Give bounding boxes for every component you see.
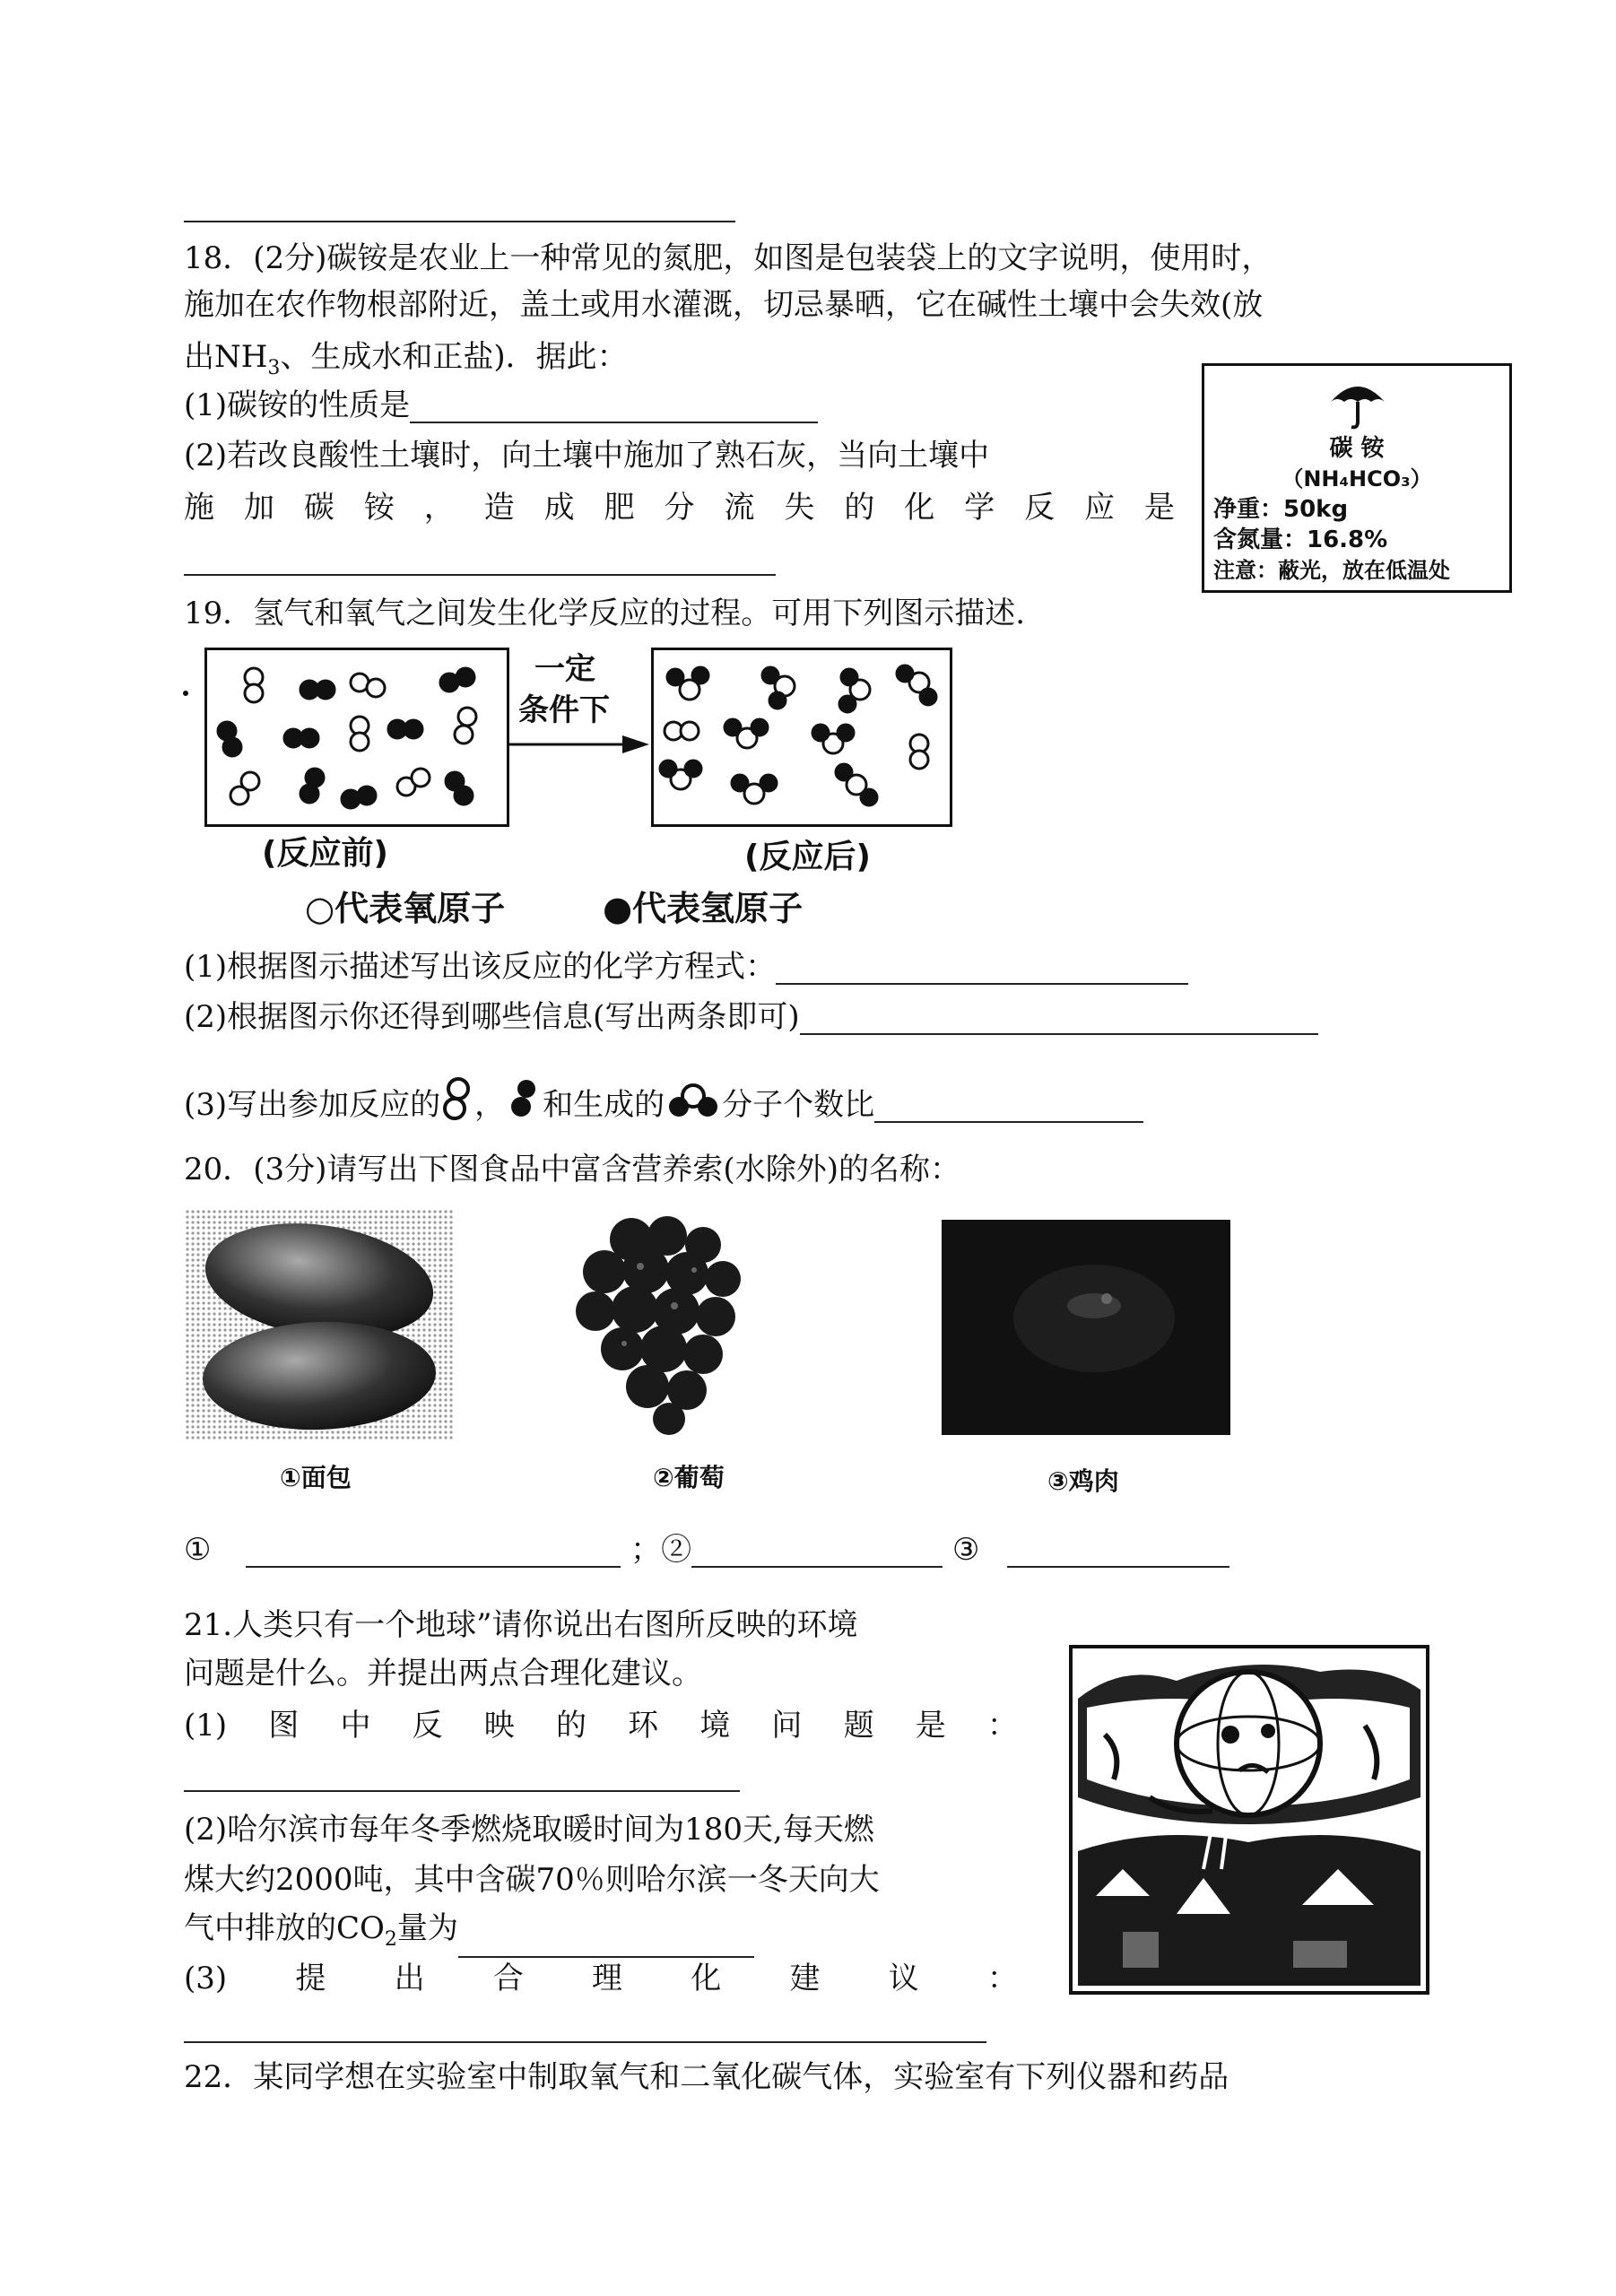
label-nitrogen: 含氮量：16.8% [1213, 526, 1388, 553]
q21-line2: 问题是什么。并提出两点合理化建议。 [184, 1656, 702, 1692]
q21-part3: (3) 提 出 合 理 化 建 议 ： [184, 1961, 1018, 1996]
bread-caption: ①面包 [280, 1463, 352, 1492]
label-product-name: 碳 铵 [1329, 435, 1385, 462]
q21-answer3-blank[interactable] [184, 2041, 986, 2043]
q21-answer2-blank[interactable] [458, 1929, 754, 1958]
q18-part1: (1)碳铵的性质是 [184, 387, 818, 423]
umbrella-icon [1326, 375, 1389, 430]
arrow-icon [509, 734, 653, 755]
q21-part1: (1) 图 中 反 映 的 环 境 问 题 是 ： [184, 1708, 1018, 1744]
q20-answer3-blank[interactable] [1007, 1539, 1229, 1568]
chicken-image [942, 1220, 1230, 1435]
q18-part2: (2)若改良酸性土壤时，向土壤中施加了熟石灰，当向土壤中 [184, 438, 990, 474]
q19-part3: (3)写出参加反应的 ， 和生成的 分子个数比 [184, 1076, 1143, 1123]
q21-part2-line3: 气中排放的$CO_2$量为 [184, 1910, 754, 1958]
grapes-image [569, 1213, 757, 1437]
q19-stem: 19．氢气和氧气之间发生化学反应的过程。可用下列图示描述. [184, 596, 1026, 631]
top-answer-line [184, 221, 735, 222]
condition-label-1: 一定 [534, 651, 595, 687]
after-caption: (反应后) [744, 839, 871, 875]
polluted-earth-cartoon [1069, 1645, 1429, 1995]
water-molecule-icon [666, 1082, 720, 1123]
stray-dot [183, 691, 188, 696]
q21-answer1-blank[interactable] [184, 1790, 740, 1792]
after-molecules [654, 650, 950, 824]
before-caption: (反应前) [262, 835, 388, 872]
label-note: 注意：蔽光，放在低温处 [1213, 558, 1450, 583]
q19-answer2-blank[interactable] [800, 1006, 1318, 1035]
q18-line2: 施加在农作物根部附近，盖土或用水灌溉，切忌暴晒，它在碱性土壤中会失效(放 [184, 287, 1264, 323]
q18-line3: 出$NH_3$、生成水和正盐)．据此： [184, 339, 628, 379]
legend-oxygen: ○代表氧原子 [305, 889, 506, 928]
q19-answer1-blank[interactable] [776, 956, 1188, 985]
q20-answer2-blank[interactable] [691, 1539, 943, 1568]
q19-answer3-blank[interactable] [874, 1094, 1143, 1123]
label-net-weight: 净重：50kg [1213, 496, 1349, 523]
before-molecules [207, 650, 507, 824]
hydrogen-molecule-icon [508, 1076, 539, 1123]
reaction-after-box [651, 648, 952, 827]
oxygen-molecule-icon [442, 1076, 473, 1123]
q18-answer1-blank[interactable] [410, 395, 818, 423]
q20-stem: 20．(3分)请写出下图食品中富含营养索(水除外)的名称： [184, 1152, 960, 1187]
q21-line1: 21.人类只有一个地球”请你说出右图所反映的环境 [184, 1607, 858, 1643]
q21-part2-line1: (2)哈尔滨市每年冬季燃烧取暖时间为180天,每天燃 [184, 1812, 874, 1848]
condition-label-2: 条件下 [518, 692, 610, 728]
q19-part1: (1)根据图示描述写出该反应的化学方程式： [184, 949, 1188, 985]
label-formula: （NH₄HCO₃） [1282, 466, 1432, 491]
legend-hydrogen: ●代表氢原子 [603, 889, 804, 928]
q20-answer1-blank[interactable] [246, 1539, 621, 1568]
bread-image [185, 1209, 454, 1440]
q18-line1: 18．(2分)碳铵是农业上一种常见的氮肥，如图是包装袋上的文字说明，使用时， [184, 240, 1273, 276]
q21-part2-line2: 煤大约2000吨，其中含碳70％则哈尔滨一冬天向大 [184, 1862, 880, 1898]
q18-part2-cont: 施 加 碳 铵 ， 造 成 肥 分 流 失 的 化 学 反 应 是 [184, 490, 1175, 526]
grapes-caption: ②葡萄 [653, 1463, 725, 1492]
q19-part2: (2)根据图示你还得到哪些信息(写出两条即可) [184, 999, 1318, 1035]
fertilizer-label [1202, 363, 1512, 593]
reaction-before-box [204, 648, 509, 827]
q20-answers: ① ；② ③ [184, 1532, 1229, 1568]
q18-answer2-blank[interactable] [184, 574, 776, 576]
q22-stem: 22．某同学想在实验室中制取氧气和二氧化碳气体，实验室有下列仪器和药品 [184, 2059, 1229, 2095]
chicken-caption: ③鸡肉 [1047, 1466, 1119, 1496]
